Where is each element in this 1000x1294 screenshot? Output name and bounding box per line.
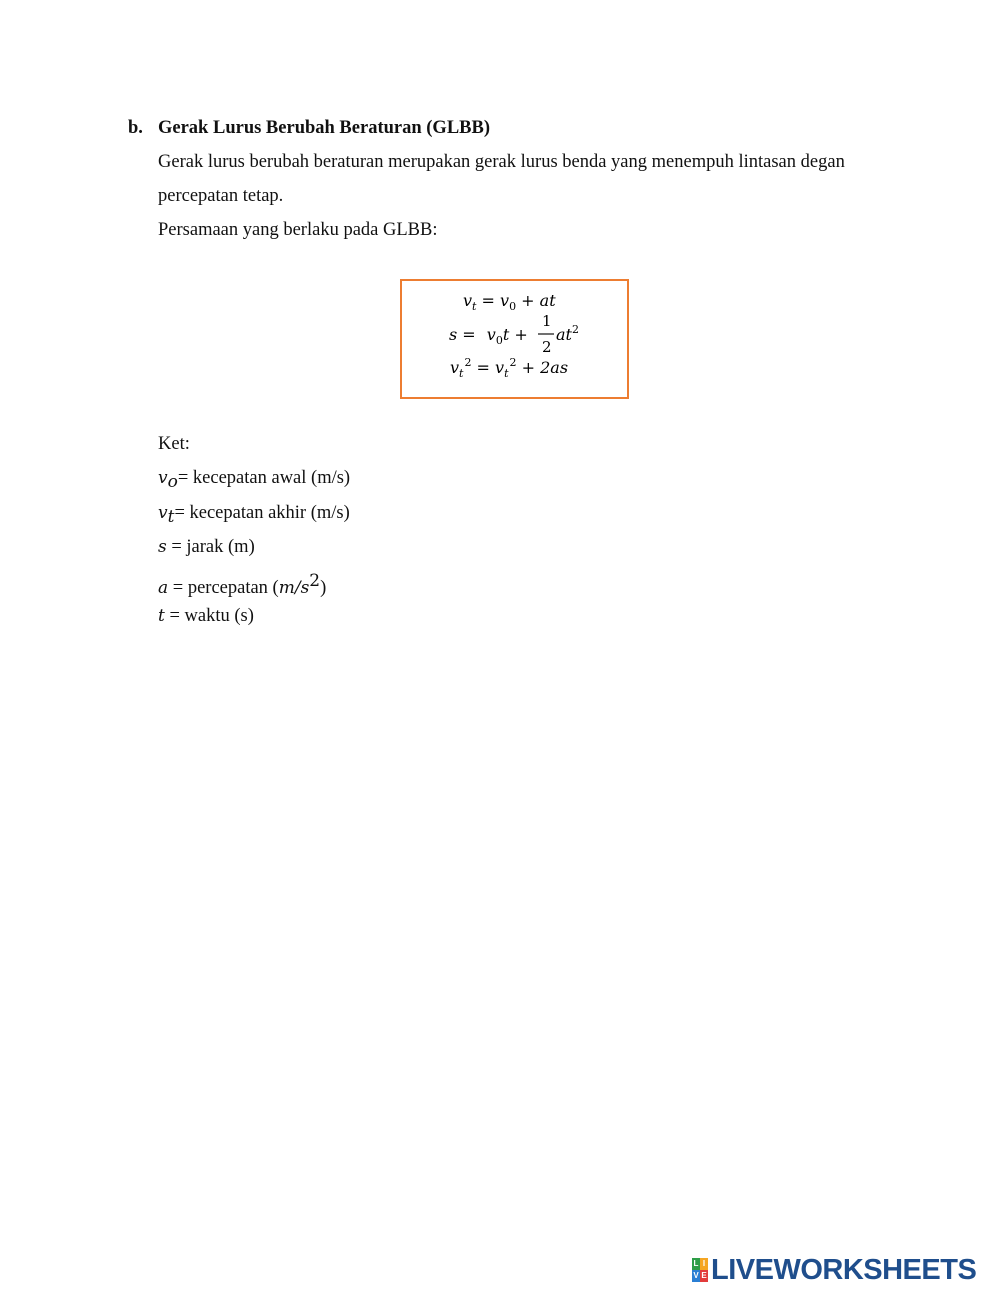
- logo-wordmark: LIVEWORKSHEETS: [711, 1254, 977, 1286]
- liveworksheets-logo: [692, 1254, 976, 1286]
- list-marker: b.: [128, 118, 143, 138]
- fraction-numerator: 1: [542, 312, 552, 330]
- formula-2: $s = v_0t$ +: [449, 325, 528, 347]
- formula-3: $v_t^2 = v_t^2 + 2as$: [450, 356, 569, 380]
- equations-intro: Persamaan yang berlaku pada GLBB:: [158, 220, 438, 240]
- logo-badge-icon: L I V E: [693, 1259, 707, 1280]
- definition-line-2: percepatan tetap.: [158, 186, 284, 206]
- legend-item-initial-velocity: $v_o=$ kecepatan awal (m/s): [158, 468, 351, 492]
- legend-item-final-velocity: $v_t=$ kecepatan akhir (m/s): [158, 503, 350, 527]
- formula-1: $v_t = v_0$ + at: [463, 291, 556, 313]
- formula-box: [400, 279, 629, 399]
- definition-line-1: Gerak lurus berubah beraturan merupakan gerak lurus benda yang menempuh lintasan degan: [158, 152, 845, 172]
- legend-item-time: t = waktu (s): [158, 606, 254, 626]
- formula-svg: [402, 281, 627, 397]
- section-title: Gerak Lurus Berubah Beraturan (GLBB): [158, 118, 490, 138]
- formula-2-tail: $at^2$: [556, 323, 579, 344]
- legend-title: Ket:: [158, 434, 190, 454]
- legend-item-distance: s = jarak (m): [158, 537, 255, 557]
- legend-item-acceleration: a = percepatan $(m/s^2)$: [158, 571, 327, 598]
- fraction-denominator: 2: [542, 338, 552, 356]
- section-heading: [128, 118, 490, 139]
